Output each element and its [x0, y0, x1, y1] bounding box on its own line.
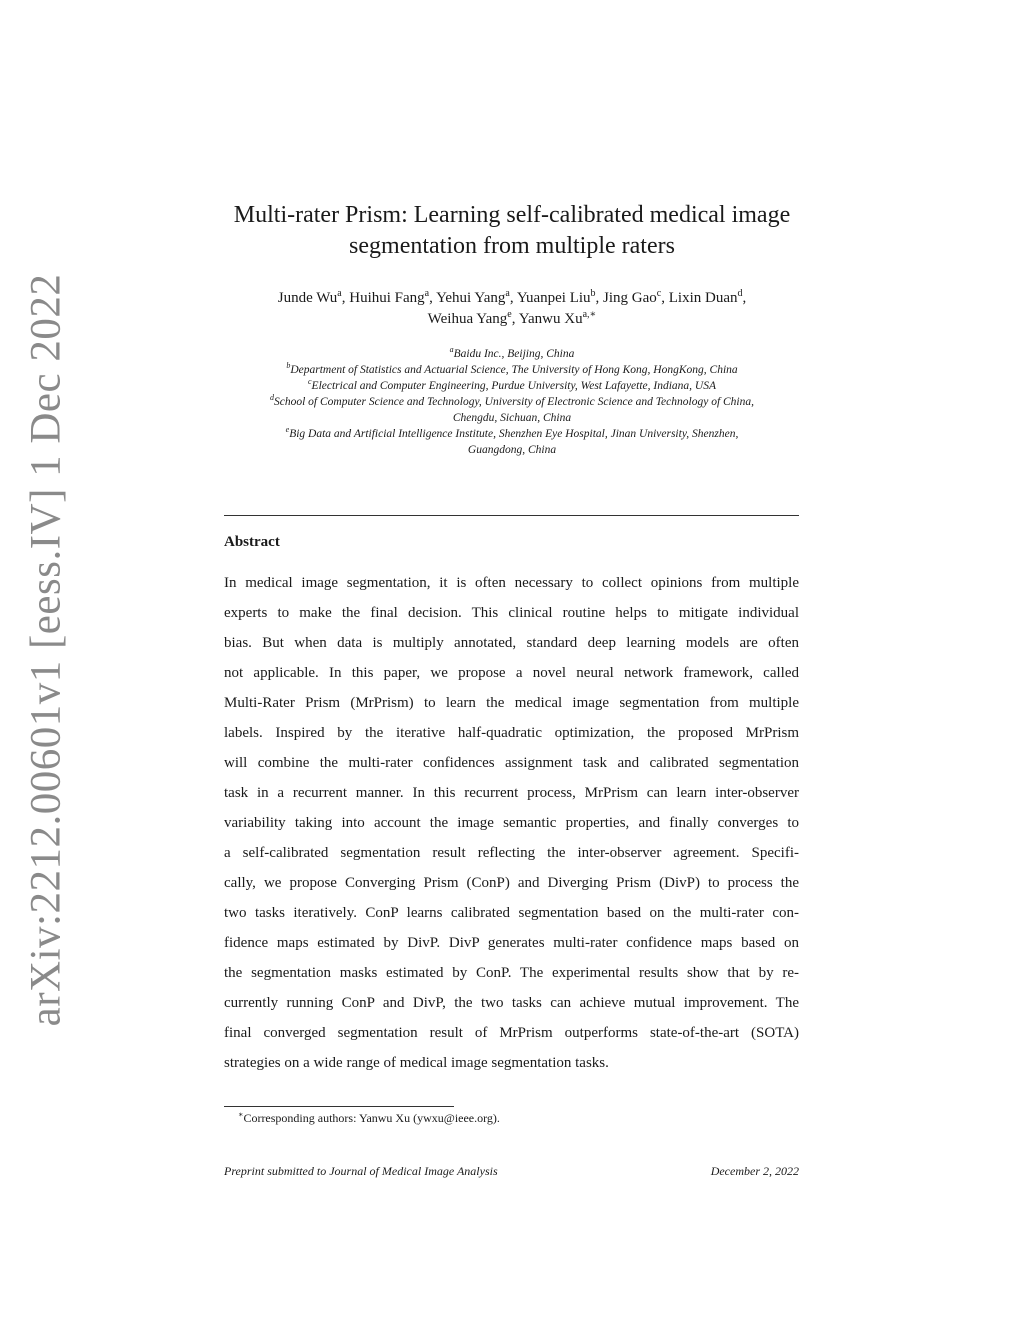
abstract-line: will combine the multi-rater confidences assignment task and calibrated segmentation	[224, 755, 799, 771]
affiliation-mark: e	[285, 425, 290, 435]
affiliation-text: Department of Statistics and Actuarial Science, The University of Hong Kong, HongKong, China	[290, 364, 738, 376]
author-affil-mark: e	[507, 309, 512, 320]
abstract-top-rule	[224, 515, 799, 516]
footer-journal-note: Preprint submitted to Journal of Medical Image Analysis	[224, 1164, 498, 1178]
abstract-body	[224, 568, 799, 1078]
author-name: Junde Wu	[277, 290, 338, 306]
abstract-line: two tasks iteratively. ConP learns calibrated segmentation based on the multi-rater con-	[224, 905, 799, 921]
affiliation-continuation	[222, 442, 802, 458]
abstract-line: not applicable. In this paper, we propose a novel neural network framework, called	[224, 665, 799, 681]
affiliation	[222, 378, 802, 394]
footnote-mark: ∗	[238, 1110, 244, 1119]
abstract-line: In medical image segmentation, it is often necessary to collect opinions from multiple	[224, 575, 799, 591]
arxiv-identifier-stamp: arXiv:2212.00601v1 [eess.IV] 1 Dec 2022	[22, 273, 70, 1027]
title-line-2: segmentation from multiple raters	[349, 233, 675, 259]
author-name: Jing Gao	[603, 290, 657, 306]
abstract-line: variability taking into account the image semantic properties, and finally converges to	[224, 815, 799, 831]
author-name: Yehui Yang	[436, 290, 506, 306]
author-affil-mark: a	[505, 288, 510, 299]
footnote	[238, 1110, 500, 1126]
affiliation	[222, 394, 802, 410]
author-affil-mark: a,∗	[582, 309, 597, 320]
footnote-text: Corresponding authors: Yanwu Xu (ywxu@ieee.org).	[243, 1111, 500, 1125]
abstract-heading: Abstract	[224, 534, 280, 550]
abstract-line: task in a recurrent manner. In this recurrent process, MrPrism can learn inter-observer	[224, 785, 799, 801]
affiliation-continuation	[222, 410, 802, 426]
affiliation-text: Baidu Inc., Beijing, China	[453, 348, 575, 360]
author-name: Yuanpei Liu	[516, 290, 591, 306]
author-list	[222, 288, 802, 330]
author-affil-mark: c	[656, 288, 662, 299]
author-line-2: Weihua Yang$^e$, Yanwu $Xu^{a,∗}$	[427, 309, 597, 327]
abstract-line: labels. Inspired by the iterative half-quadratic optimization, the proposed MrPrism	[224, 725, 799, 741]
author-line-1: Junde Wu$^a$, Huihui Fang$^a$, Yehui Yang$^a$, Yuanpei Liu$^b$, Jing Gao$^c$, Lixin Duan$^d$,	[277, 288, 747, 306]
abstract-line: bias. But when data is multiply annotated, standard deep learning models are often	[224, 635, 799, 651]
author-affil-mark: a	[337, 288, 342, 299]
abstract-line: currently running ConP and DivP, the two tasks can achieve mutual improvement. The	[224, 995, 799, 1011]
author-affil-mark: a	[424, 288, 430, 299]
abstract-line: cally, we propose Converging Prism (ConP) and Diverging Prism (DivP) to process the	[224, 875, 799, 891]
author-name: Lixin Duan	[668, 290, 738, 306]
footer-date: December 2, 2022	[710, 1164, 799, 1178]
author-name: Weihua Yang	[427, 311, 508, 327]
abstract-line: a self-calibrated segmentation result reflecting the inter-observer agreement. Specifi-	[224, 845, 799, 861]
affiliation-text: Guangdong, China	[467, 444, 557, 456]
affiliation-mark: d	[269, 393, 274, 403]
affiliation-mark: b	[286, 361, 291, 371]
affiliation	[222, 426, 802, 442]
abstract-line: experts to make the final decision. This clinical routine helps to mitigate individual	[224, 605, 799, 621]
affiliation-text: Electrical and Computer Engineering, Purdue University, West Lafayette, Indiana, USA	[311, 380, 717, 392]
affiliation	[222, 362, 802, 378]
footnote-rule	[224, 1106, 454, 1107]
affiliation-text: Chengdu, Sichuan, China	[452, 412, 572, 424]
abstract-line: strategies on a wide range of medical image segmentation tasks.	[224, 1055, 609, 1071]
abstract-line: the segmentation masks estimated by ConP. The experimental results show that by re-	[224, 965, 799, 981]
author-affil-mark: d	[737, 288, 743, 299]
author-affil-mark: b	[590, 288, 596, 299]
abstract-line: Multi-Rater Prism (MrPrism) to learn the medical image segmentation from multiple	[224, 695, 799, 711]
title-line-1: Multi-rater Prism: Learning self-calibrated medical image	[233, 202, 791, 228]
affiliation-list	[222, 346, 802, 458]
abstract-line: final converged segmentation result of MrPrism outperforms state-of-the-art (SOTA)	[224, 1025, 799, 1041]
author-name: Yanwu Xu	[518, 311, 583, 327]
abstract-line: fidence maps estimated by DivP. DivP generates multi-rater confidence maps based on	[224, 935, 799, 951]
author-name: Huihui Fang	[349, 290, 425, 306]
affiliation-mark: c	[307, 377, 312, 387]
affiliation-text: School of Computer Science and Technology, University of Electronic Science and Technology of China,	[273, 396, 755, 408]
affiliation	[222, 346, 802, 362]
affiliation-text: Big Data and Artificial Intelligence Institute, Shenzhen Eye Hospital, Jinan University, Shenzhen,	[289, 428, 739, 440]
paper-title	[222, 200, 802, 262]
affiliation-mark: a	[449, 345, 454, 355]
